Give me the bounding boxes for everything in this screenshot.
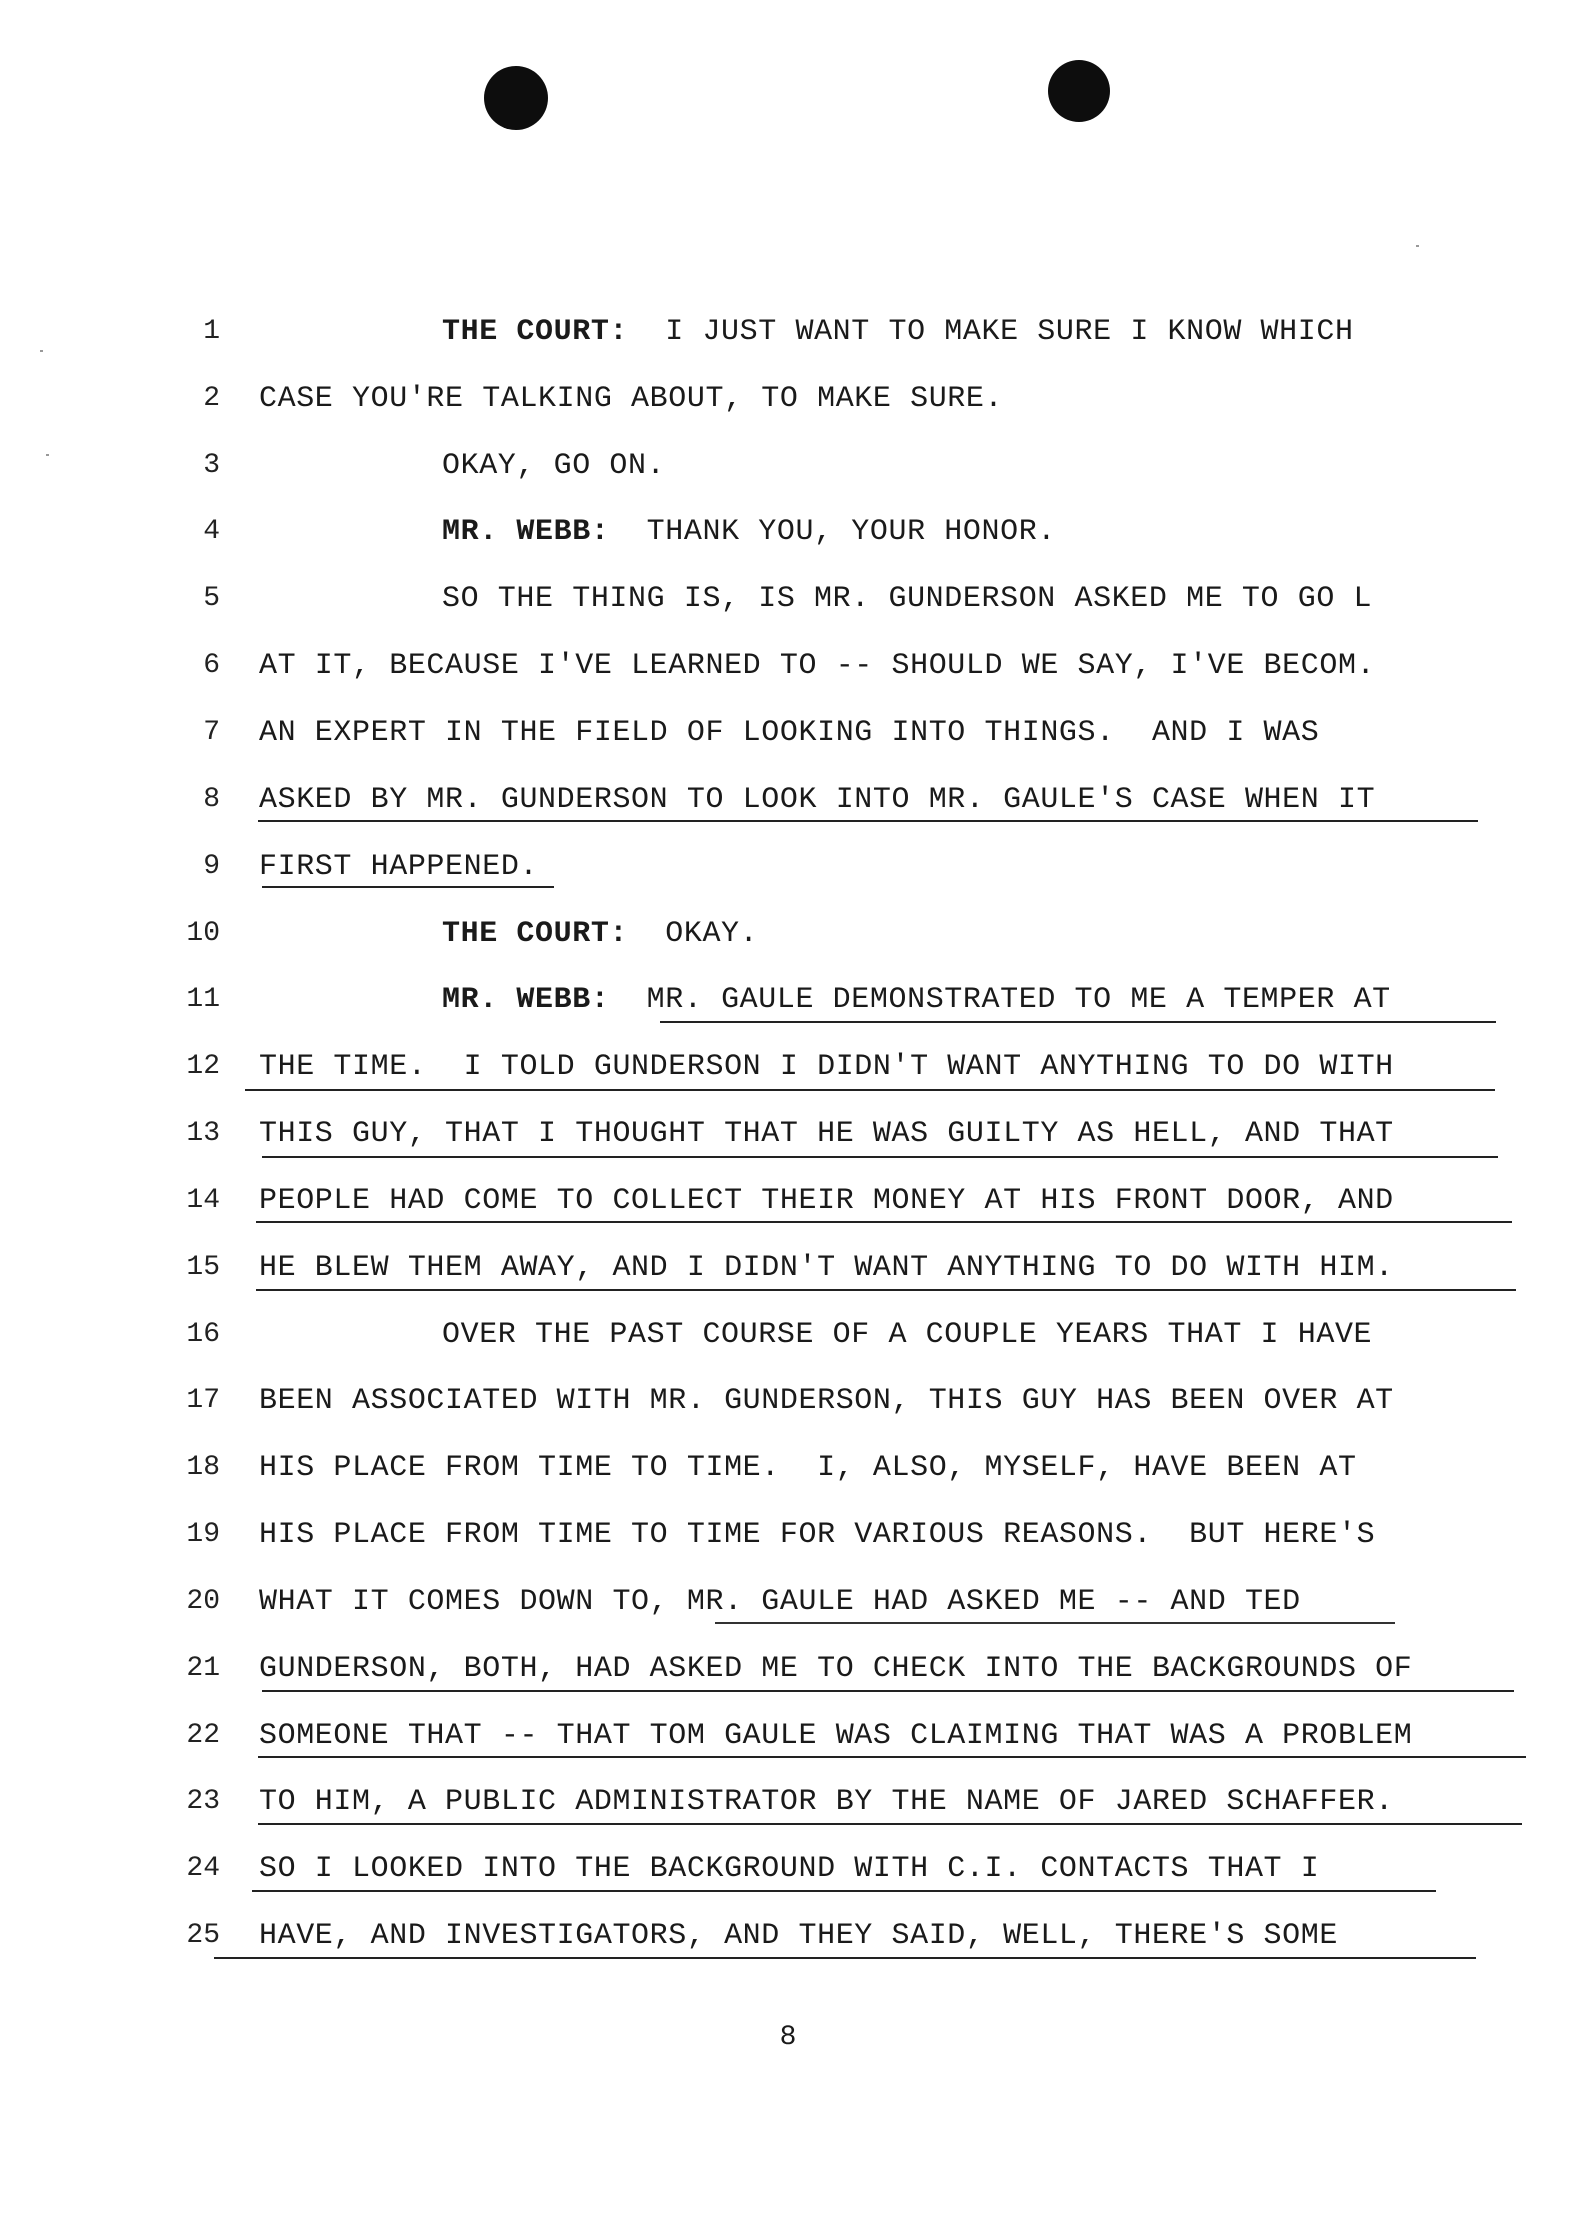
line-text: THIS GUY, THAT I THOUGHT THAT HE WAS GUILTY AS HELL, AND THAT [259, 1117, 1394, 1151]
transcript-line-9 [0, 847, 1576, 887]
transcript-line-3 [0, 446, 1576, 486]
line-number: 12 [186, 1051, 220, 1082]
line-number: 1 [203, 316, 220, 347]
line-text: SO I LOOKED INTO THE BACKGROUND WITH C.I. CONTACTS THAT I [259, 1852, 1320, 1886]
transcript-line-1 [0, 312, 1576, 352]
line-content: OKAY. [665, 917, 759, 951]
transcript-line-16 [0, 1315, 1576, 1355]
line-number: 6 [203, 650, 220, 681]
handwritten-underline [214, 1957, 1476, 1959]
punch-hole-right [1048, 60, 1110, 122]
page-number: 8 [779, 2022, 797, 2053]
line-number: 5 [203, 583, 220, 614]
speaker-label: THE COURT: [442, 315, 629, 349]
transcript-line-11 [0, 980, 1576, 1020]
line-text: WHAT IT COMES DOWN TO, MR. GAULE HAD ASKED ME -- AND TED [259, 1585, 1301, 1619]
line-text: PEOPLE HAD COME TO COLLECT THEIR MONEY AT HIS FRONT DOOR, AND [259, 1184, 1394, 1218]
line-number: 8 [203, 784, 220, 815]
line-text: GUNDERSON, BOTH, HAD ASKED ME TO CHECK INTO THE BACKGROUNDS OF [259, 1652, 1413, 1686]
line-number: 17 [186, 1385, 220, 1416]
transcript-line-21 [0, 1649, 1576, 1689]
line-text: FIRST HAPPENED. [259, 850, 539, 884]
speaker-label: MR. WEBB: [442, 983, 610, 1017]
line-number: 15 [186, 1252, 220, 1283]
handwritten-underline [262, 1156, 1498, 1158]
transcript-line-8 [0, 780, 1576, 820]
line-number: 9 [203, 851, 220, 882]
line-text: HIS PLACE FROM TIME TO TIME. I, ALSO, MYSELF, HAVE BEEN AT [259, 1451, 1357, 1485]
line-number: 7 [203, 717, 220, 748]
line-text: BEEN ASSOCIATED WITH MR. GUNDERSON, THIS GUY HAS BEEN OVER AT [259, 1384, 1394, 1418]
line-content: MR. GAULE DEMONSTRATED TO ME A TEMPER AT [646, 983, 1391, 1017]
line-number: 11 [186, 984, 220, 1015]
line-text: OKAY, GO ON. [442, 449, 666, 483]
line-number: 21 [186, 1653, 220, 1684]
line-text [442, 512, 1056, 552]
line-number: 25 [186, 1920, 220, 1951]
line-text: ASKED BY MR. GUNDERSON TO LOOK INTO MR. GAULE'S CASE WHEN IT [259, 783, 1376, 817]
line-number: 23 [186, 1786, 220, 1817]
transcript-line-14 [0, 1181, 1576, 1221]
line-number: 13 [186, 1118, 220, 1149]
handwritten-underline [252, 1890, 1436, 1892]
line-number: 2 [203, 383, 220, 414]
handwritten-underline [715, 1622, 1395, 1624]
line-text: AN EXPERT IN THE FIELD OF LOOKING INTO THINGS. AND I WAS [259, 716, 1320, 750]
line-number: 4 [203, 516, 220, 547]
transcript-line-23 [0, 1782, 1576, 1822]
handwritten-underline [258, 1823, 1522, 1825]
line-text: HAVE, AND INVESTIGATORS, AND THEY SAID, WELL, THERE'S SOME [259, 1919, 1338, 1953]
transcript-line-19 [0, 1515, 1576, 1555]
line-number: 24 [186, 1853, 220, 1884]
line-number: 20 [186, 1586, 220, 1617]
line-content: I JUST WANT TO MAKE SURE I KNOW WHICH [665, 315, 1354, 349]
transcript-line-25 [0, 1916, 1576, 1956]
line-text [442, 980, 1391, 1020]
transcript-line-10 [0, 914, 1576, 954]
line-number: 3 [203, 450, 220, 481]
handwritten-underline [262, 1690, 1514, 1692]
transcript-line-6 [0, 646, 1576, 686]
line-text: THE TIME. I TOLD GUNDERSON I DIDN'T WANT ANYTHING TO DO WITH [259, 1050, 1394, 1084]
transcript-line-17 [0, 1381, 1576, 1421]
line-number: 18 [186, 1452, 220, 1483]
speaker-label: THE COURT: [442, 917, 629, 951]
line-text: AT IT, BECAUSE I'VE LEARNED TO -- SHOULD WE SAY, I'VE BECOM. [259, 649, 1376, 683]
line-number: 10 [186, 918, 220, 949]
transcript-line-7 [0, 713, 1576, 753]
transcript-line-4 [0, 512, 1576, 552]
line-text [442, 914, 758, 954]
transcript-line-24 [0, 1849, 1576, 1889]
transcript-line-15 [0, 1248, 1576, 1288]
transcript-line-2 [0, 379, 1576, 419]
line-number: 22 [186, 1720, 220, 1751]
line-text: HIS PLACE FROM TIME TO TIME FOR VARIOUS REASONS. BUT HERE'S [259, 1518, 1376, 1552]
line-number: 19 [186, 1519, 220, 1550]
line-number: 14 [186, 1185, 220, 1216]
transcript-line-13 [0, 1114, 1576, 1154]
line-text [442, 312, 1354, 352]
transcript-line-12 [0, 1047, 1576, 1087]
line-text: SOMEONE THAT -- THAT TOM GAULE WAS CLAIMING THAT WAS A PROBLEM [259, 1719, 1413, 1753]
handwritten-underline [258, 820, 1478, 822]
line-text: TO HIM, A PUBLIC ADMINISTRATOR BY THE NAME OF JARED SCHAFFER. [259, 1785, 1394, 1819]
handwritten-underline [245, 1089, 1495, 1091]
line-text: OVER THE PAST COURSE OF A COUPLE YEARS THAT I HAVE [442, 1318, 1373, 1352]
transcript-line-18 [0, 1448, 1576, 1488]
transcript-line-22 [0, 1716, 1576, 1756]
transcript-line-5 [0, 579, 1576, 619]
transcript-line-20 [0, 1582, 1576, 1622]
handwritten-underline [262, 886, 554, 888]
speaker-label: MR. WEBB: [442, 515, 610, 549]
handwritten-underline [258, 1756, 1526, 1758]
punch-hole-left [484, 66, 548, 130]
handwritten-underline [256, 1221, 1512, 1223]
line-text: HE BLEW THEM AWAY, AND I DIDN'T WANT ANYTHING TO DO WITH HIM. [259, 1251, 1394, 1285]
line-number: 16 [186, 1319, 220, 1350]
scan-speck [1416, 245, 1419, 247]
handwritten-underline [660, 1021, 1496, 1023]
line-content: THANK YOU, YOUR HONOR. [646, 515, 1056, 549]
handwritten-underline [256, 1289, 1516, 1291]
line-text: CASE YOU'RE TALKING ABOUT, TO MAKE SURE. [259, 382, 1004, 416]
line-text: SO THE THING IS, IS MR. GUNDERSON ASKED ME TO GO L [442, 582, 1373, 616]
